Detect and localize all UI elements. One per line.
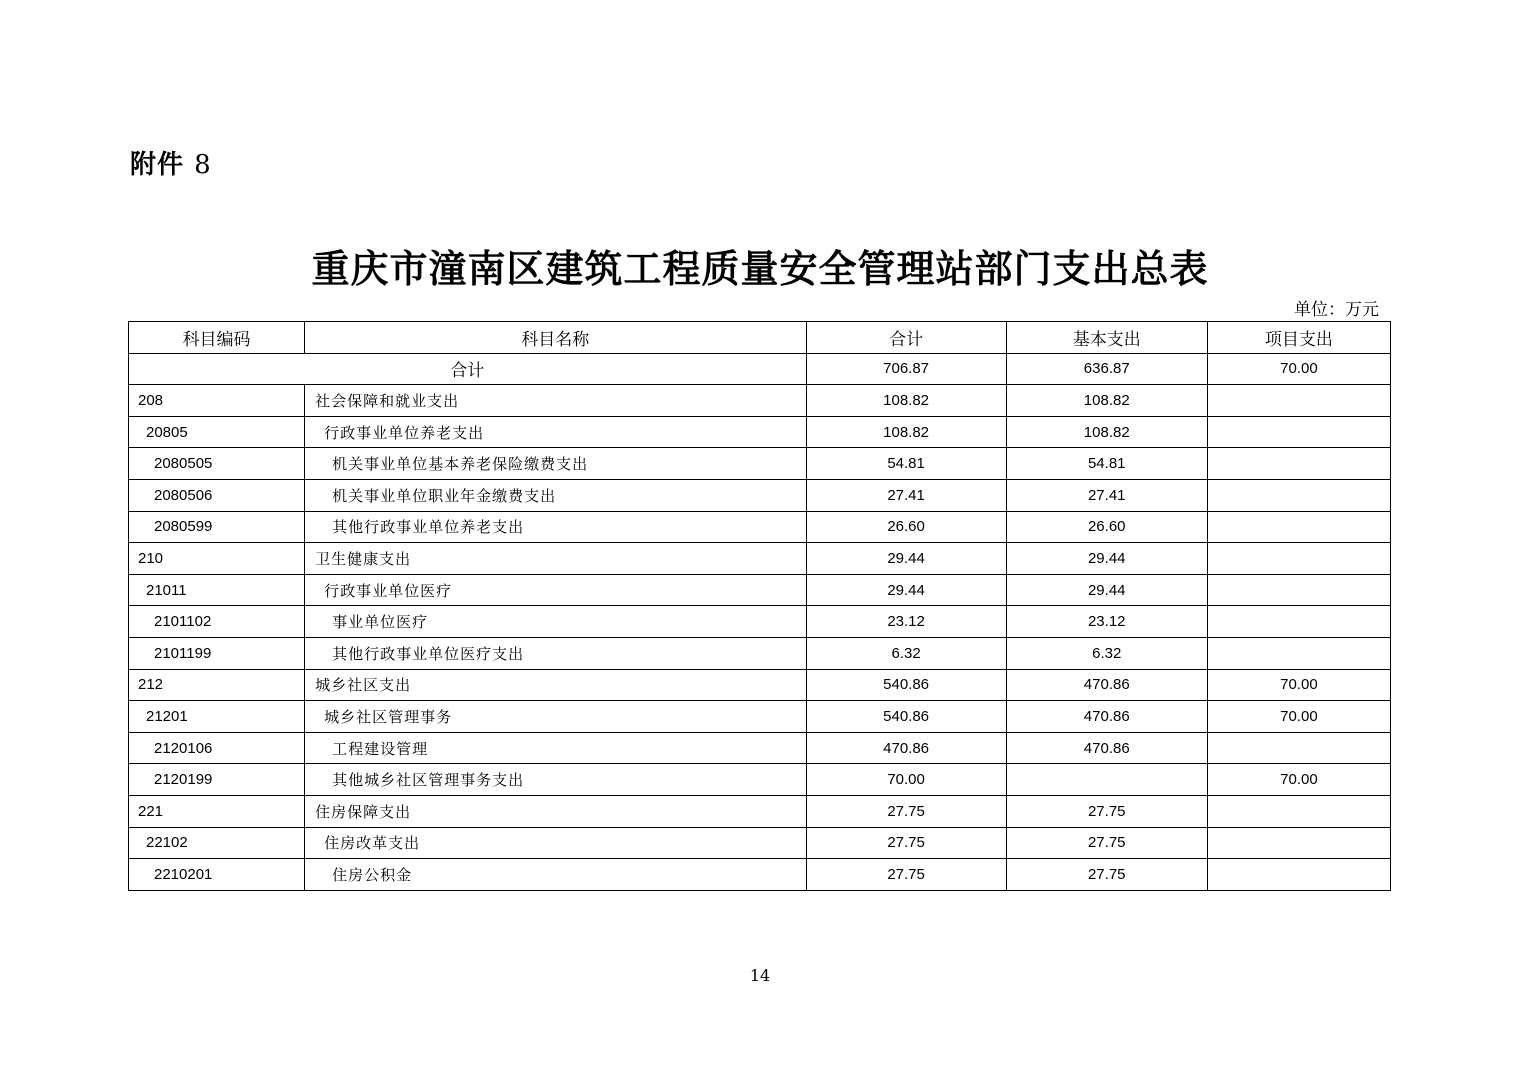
row-name: 城乡社区支出	[305, 669, 806, 701]
page-number: 14	[749, 966, 771, 985]
row-project: 70.00	[1207, 764, 1390, 796]
unit-label: 单位：万元	[1294, 300, 1379, 320]
table-row	[129, 764, 1391, 796]
table-row	[129, 827, 1391, 859]
summary-total: 706.87	[806, 353, 1006, 385]
header-basic: 基本支出	[1006, 322, 1207, 354]
table-row	[129, 795, 1391, 827]
row-code: 21201	[129, 701, 305, 733]
row-name: 城乡社区管理事务	[305, 701, 806, 733]
row-name: 机关事业单位职业年金缴费支出	[305, 479, 806, 511]
row-basic: 23.12	[1006, 606, 1207, 638]
row-code: 2120106	[129, 732, 305, 764]
header-code: 科目编码	[129, 322, 305, 354]
row-code: 2120199	[129, 764, 305, 796]
row-total: 27.75	[806, 827, 1006, 859]
row-project	[1207, 606, 1390, 638]
row-total: 70.00	[806, 764, 1006, 796]
row-name: 住房改革支出	[305, 827, 806, 859]
row-total: 108.82	[806, 385, 1006, 417]
row-code: 20805	[129, 416, 305, 448]
header-project: 项目支出	[1207, 322, 1390, 354]
table-row	[129, 448, 1391, 480]
row-project	[1207, 511, 1390, 543]
row-total: 540.86	[806, 669, 1006, 701]
row-project	[1207, 795, 1390, 827]
summary-label: 合计	[129, 353, 807, 385]
table-body	[129, 353, 1391, 890]
row-project: 70.00	[1207, 701, 1390, 733]
row-basic: 29.44	[1006, 574, 1207, 606]
attachment-label	[130, 144, 212, 181]
row-code: 208	[129, 385, 305, 417]
row-code: 2080505	[129, 448, 305, 480]
row-code: 2101199	[129, 637, 305, 669]
row-code: 2080506	[129, 479, 305, 511]
table-row	[129, 416, 1391, 448]
row-basic: 27.75	[1006, 859, 1207, 891]
row-total: 540.86	[806, 701, 1006, 733]
row-name: 其他城乡社区管理事务支出	[305, 764, 806, 796]
row-code: 21011	[129, 574, 305, 606]
row-basic: 54.81	[1006, 448, 1207, 480]
row-project	[1207, 385, 1390, 417]
table-row	[129, 701, 1391, 733]
row-code: 221	[129, 795, 305, 827]
row-name: 机关事业单位基本养老保险缴费支出	[305, 448, 806, 480]
table-row	[129, 511, 1391, 543]
row-basic: 29.44	[1006, 543, 1207, 575]
table-row	[129, 732, 1391, 764]
table-row	[129, 637, 1391, 669]
row-name: 行政事业单位医疗	[305, 574, 806, 606]
row-basic: 27.75	[1006, 795, 1207, 827]
row-project	[1207, 543, 1390, 575]
row-basic: 108.82	[1006, 416, 1207, 448]
row-name: 行政事业单位养老支出	[305, 416, 806, 448]
page-title: 重庆市潼南区建筑工程质量安全管理站部门支出总表	[311, 247, 1209, 291]
summary-basic: 636.87	[1006, 353, 1207, 385]
row-code: 210	[129, 543, 305, 575]
row-project	[1207, 448, 1390, 480]
row-name: 其他行政事业单位医疗支出	[305, 637, 806, 669]
row-total: 29.44	[806, 574, 1006, 606]
row-basic: 470.86	[1006, 732, 1207, 764]
row-basic: 26.60	[1006, 511, 1207, 543]
row-project	[1207, 479, 1390, 511]
row-project: 70.00	[1207, 669, 1390, 701]
expenditure-table	[128, 321, 1391, 891]
header-name: 科目名称	[305, 322, 806, 354]
summary-row	[129, 353, 1391, 385]
row-project	[1207, 416, 1390, 448]
row-basic: 6.32	[1006, 637, 1207, 669]
row-total: 27.75	[806, 859, 1006, 891]
row-code: 2210201	[129, 859, 305, 891]
row-code: 2080599	[129, 511, 305, 543]
table-row	[129, 574, 1391, 606]
row-total: 6.32	[806, 637, 1006, 669]
row-basic: 470.86	[1006, 669, 1207, 701]
attachment-text: 附件	[130, 150, 185, 180]
row-basic: 108.82	[1006, 385, 1207, 417]
summary-project: 70.00	[1207, 353, 1390, 385]
row-name: 卫生健康支出	[305, 543, 806, 575]
table-row	[129, 385, 1391, 417]
table-row	[129, 859, 1391, 891]
row-basic: 470.86	[1006, 701, 1207, 733]
table-row	[129, 479, 1391, 511]
row-basic: 27.75	[1006, 827, 1207, 859]
table-row	[129, 669, 1391, 701]
row-code: 2101102	[129, 606, 305, 638]
row-total: 54.81	[806, 448, 1006, 480]
row-project	[1207, 732, 1390, 764]
header-total: 合计	[806, 322, 1006, 354]
row-project	[1207, 574, 1390, 606]
row-name: 其他行政事业单位养老支出	[305, 511, 806, 543]
row-total: 108.82	[806, 416, 1006, 448]
row-code: 22102	[129, 827, 305, 859]
row-project	[1207, 827, 1390, 859]
row-project	[1207, 859, 1390, 891]
row-total: 27.75	[806, 795, 1006, 827]
row-total: 29.44	[806, 543, 1006, 575]
row-total: 470.86	[806, 732, 1006, 764]
row-project	[1207, 637, 1390, 669]
table-header-row	[129, 322, 1391, 354]
row-total: 26.60	[806, 511, 1006, 543]
row-basic	[1006, 764, 1207, 796]
row-basic: 27.41	[1006, 479, 1207, 511]
row-total: 27.41	[806, 479, 1006, 511]
table-row	[129, 606, 1391, 638]
row-code: 212	[129, 669, 305, 701]
row-name: 事业单位医疗	[305, 606, 806, 638]
attachment-number: 8	[194, 150, 212, 180]
table-row	[129, 543, 1391, 575]
row-name: 工程建设管理	[305, 732, 806, 764]
row-total: 23.12	[806, 606, 1006, 638]
row-name: 住房公积金	[305, 859, 806, 891]
row-name: 住房保障支出	[305, 795, 806, 827]
row-name: 社会保障和就业支出	[305, 385, 806, 417]
